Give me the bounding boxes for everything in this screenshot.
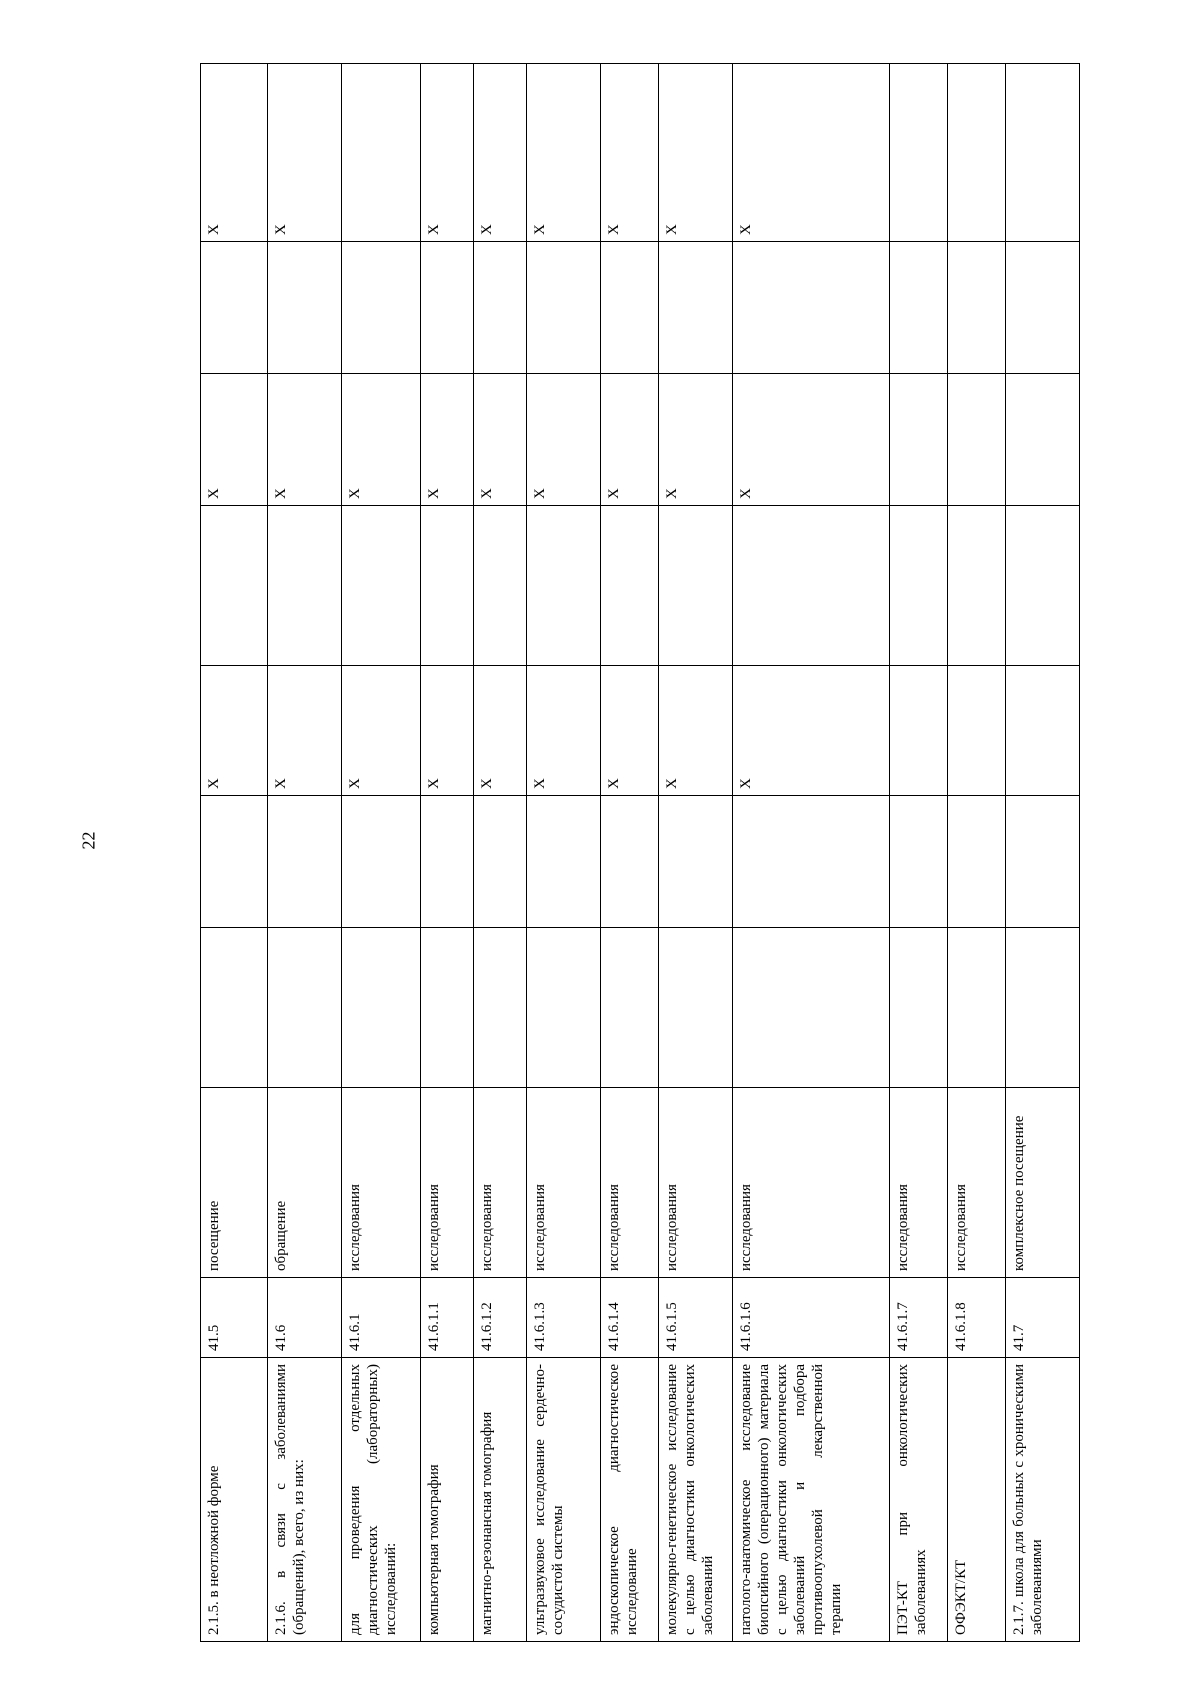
cell-c6: X (267, 666, 341, 796)
cell-name: 2.1.7. школа для больных с хроническими заболеваниями (1005, 1358, 1079, 1642)
cell-code: 41.6.1.1 (420, 1278, 473, 1358)
cell-c10 (341, 64, 420, 242)
cell-c6: X (600, 666, 658, 796)
cell-c9 (947, 242, 1005, 374)
services-table (200, 63, 1080, 1642)
cell-code: 41.7 (1005, 1278, 1079, 1358)
cell-c5 (267, 796, 341, 928)
cell-c6: X (420, 666, 473, 796)
cell-c9 (600, 242, 658, 374)
page-number: 22 (78, 831, 99, 850)
cell-c6 (1005, 666, 1079, 796)
cell-c8: X (526, 374, 600, 506)
table-row (658, 64, 732, 1642)
cell-c6: X (341, 666, 420, 796)
cell-c5 (473, 796, 526, 928)
cell-name: ОФЭКТ/КТ (947, 1358, 1005, 1642)
cell-c4 (732, 928, 889, 1088)
cell-unit: исследования (732, 1088, 889, 1278)
cell-c6 (889, 666, 947, 796)
rotated-table-wrapper (200, 64, 1080, 1642)
cell-c10 (947, 64, 1005, 242)
cell-code: 41.6 (267, 1278, 341, 1358)
cell-c8: X (732, 374, 889, 506)
cell-c4 (947, 928, 1005, 1088)
cell-c5 (341, 796, 420, 928)
cell-c8: X (267, 374, 341, 506)
cell-c9 (420, 242, 473, 374)
cell-c5 (526, 796, 600, 928)
cell-c8: X (420, 374, 473, 506)
cell-c7 (473, 506, 526, 666)
cell-c7 (420, 506, 473, 666)
cell-code: 41.6.1.8 (947, 1278, 1005, 1358)
cell-c6: X (473, 666, 526, 796)
cell-name: магнитно-резонансная томография (473, 1358, 526, 1642)
cell-unit: исследования (889, 1088, 947, 1278)
cell-c9 (341, 242, 420, 374)
cell-c9 (201, 242, 268, 374)
cell-c10: X (526, 64, 600, 242)
cell-c10: X (420, 64, 473, 242)
cell-code: 41.6.1 (341, 1278, 420, 1358)
cell-c4 (526, 928, 600, 1088)
cell-c7 (1005, 506, 1079, 666)
cell-c7 (341, 506, 420, 666)
cell-c5 (732, 796, 889, 928)
cell-c5 (420, 796, 473, 928)
cell-c4 (420, 928, 473, 1088)
cell-c10 (889, 64, 947, 242)
cell-code: 41.6.1.5 (658, 1278, 732, 1358)
cell-c8: X (600, 374, 658, 506)
cell-code: 41.6.1.7 (889, 1278, 947, 1358)
cell-unit: исследования (341, 1088, 420, 1278)
cell-c7 (732, 506, 889, 666)
cell-c4 (1005, 928, 1079, 1088)
cell-name: 2.1.6. в связи с заболеваниями (обращений), всего, из них: (267, 1358, 341, 1642)
cell-c6: X (658, 666, 732, 796)
cell-c10 (1005, 64, 1079, 242)
cell-name: компьютерная томография (420, 1358, 473, 1642)
table-row (341, 64, 420, 1642)
cell-c4 (658, 928, 732, 1088)
cell-c6: X (201, 666, 268, 796)
cell-unit: посещение (201, 1088, 268, 1278)
cell-unit: комплексное посещение (1005, 1088, 1079, 1278)
cell-c10: X (267, 64, 341, 242)
cell-unit: исследования (947, 1088, 1005, 1278)
cell-c5 (600, 796, 658, 928)
cell-name: ПЭТ-КТ при онкологических заболеваниях (889, 1358, 947, 1642)
table-row (526, 64, 600, 1642)
cell-c5 (1005, 796, 1079, 928)
cell-unit: исследования (473, 1088, 526, 1278)
cell-c7 (600, 506, 658, 666)
table-row (889, 64, 947, 1642)
cell-c10: X (600, 64, 658, 242)
cell-c7 (658, 506, 732, 666)
cell-name: ультразвуковое исследование сердечно-сосудистой системы (526, 1358, 600, 1642)
cell-c7 (947, 506, 1005, 666)
cell-code: 41.6.1.2 (473, 1278, 526, 1358)
cell-c10: X (732, 64, 889, 242)
cell-unit: исследования (658, 1088, 732, 1278)
cell-c6 (947, 666, 1005, 796)
cell-code: 41.6.1.3 (526, 1278, 600, 1358)
cell-c8: X (473, 374, 526, 506)
table-row (267, 64, 341, 1642)
cell-c9 (473, 242, 526, 374)
cell-name: молекулярно-генетическое исследование с целью диагностики онкологических заболеваний (658, 1358, 732, 1642)
cell-c4 (267, 928, 341, 1088)
table-body (201, 64, 1080, 1642)
cell-unit: исследования (526, 1088, 600, 1278)
cell-c4 (600, 928, 658, 1088)
cell-c10: X (473, 64, 526, 242)
cell-c5 (658, 796, 732, 928)
cell-c4 (473, 928, 526, 1088)
cell-c7 (526, 506, 600, 666)
cell-unit: исследования (420, 1088, 473, 1278)
table-row (420, 64, 473, 1642)
cell-c5 (889, 796, 947, 928)
table-row (947, 64, 1005, 1642)
cell-unit: обращение (267, 1088, 341, 1278)
cell-name: 2.1.5. в неотложной форме (201, 1358, 268, 1642)
cell-c9 (732, 242, 889, 374)
cell-code: 41.6.1.6 (732, 1278, 889, 1358)
cell-c5 (201, 796, 268, 928)
cell-code: 41.6.1.4 (600, 1278, 658, 1358)
cell-c8: X (341, 374, 420, 506)
cell-c5 (947, 796, 1005, 928)
cell-name: эндоскопическое диагностическое исследование (600, 1358, 658, 1642)
cell-c8 (889, 374, 947, 506)
cell-c7 (201, 506, 268, 666)
cell-c8: X (201, 374, 268, 506)
cell-c6: X (526, 666, 600, 796)
cell-c4 (201, 928, 268, 1088)
cell-c7 (267, 506, 341, 666)
cell-code: 41.5 (201, 1278, 268, 1358)
cell-c8: X (658, 374, 732, 506)
cell-unit: исследования (600, 1088, 658, 1278)
table-row (600, 64, 658, 1642)
cell-c4 (341, 928, 420, 1088)
table-row (473, 64, 526, 1642)
cell-c7 (889, 506, 947, 666)
cell-c9 (658, 242, 732, 374)
cell-c10: X (658, 64, 732, 242)
table-row (1005, 64, 1079, 1642)
cell-c9 (267, 242, 341, 374)
cell-c9 (526, 242, 600, 374)
table-row (732, 64, 889, 1642)
cell-c10: X (201, 64, 268, 242)
cell-c9 (889, 242, 947, 374)
cell-name: патолого-анатомическое исследование биопсийного (операционного) материала с целью диагностики онкологических заболеваний и подбора противоопухолевой лекарственной терапии (732, 1358, 889, 1642)
cell-c9 (1005, 242, 1079, 374)
table-row (201, 64, 268, 1642)
cell-c6: X (732, 666, 889, 796)
cell-c8 (1005, 374, 1079, 506)
cell-c4 (889, 928, 947, 1088)
cell-name: для проведения отдельных диагностических (лабораторных) исследований: (341, 1358, 420, 1642)
cell-c8 (947, 374, 1005, 506)
